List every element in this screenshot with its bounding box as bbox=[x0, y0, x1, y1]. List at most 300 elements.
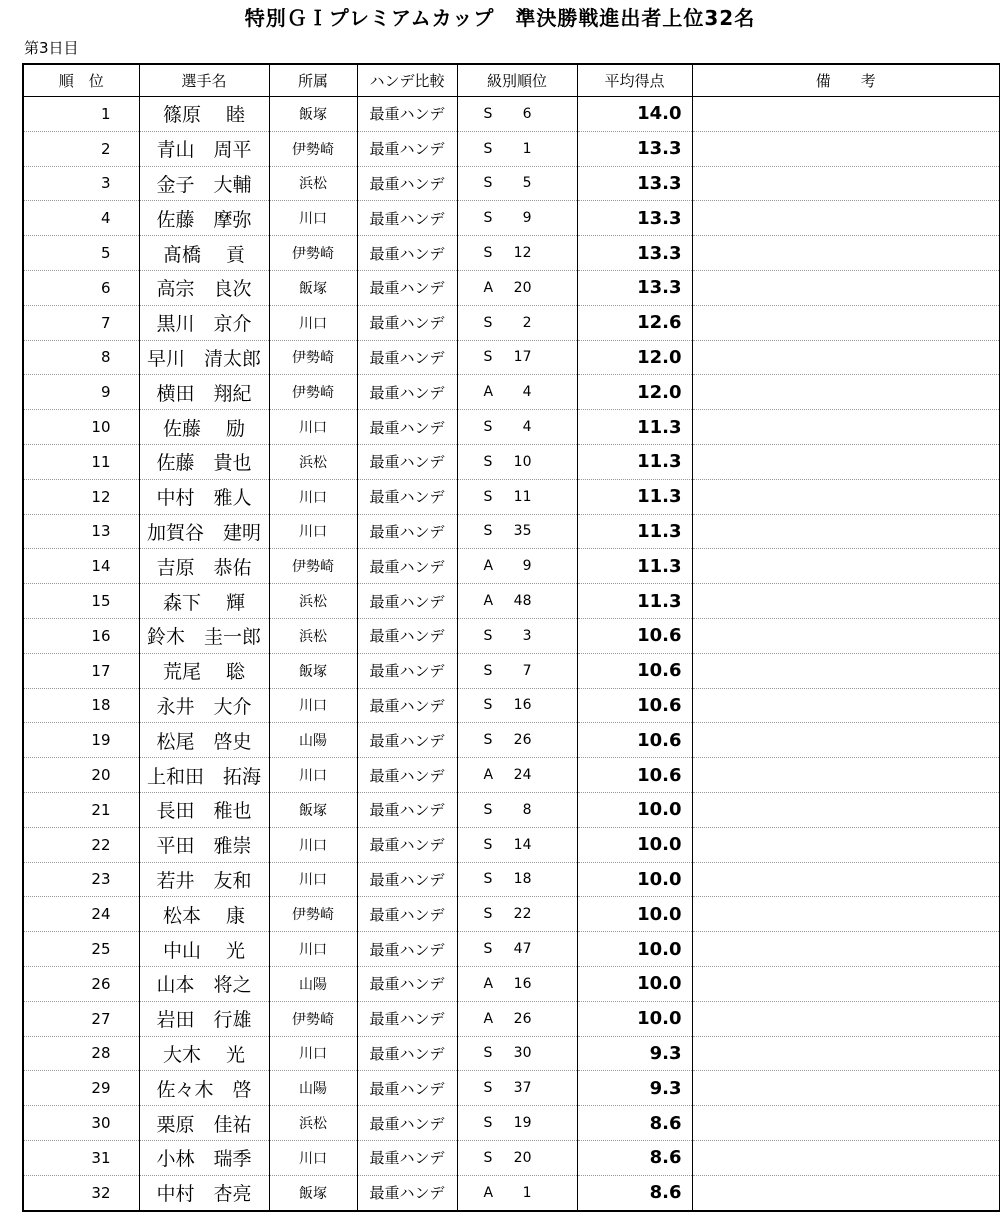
affiliation-cell: 伊勢崎 bbox=[269, 549, 357, 584]
rider-name-cell: 高宗 良次 bbox=[139, 270, 269, 305]
class-grade: S bbox=[483, 245, 493, 262]
rider-name-cell: 中村 杏亮 bbox=[139, 1175, 269, 1210]
class-grade: S bbox=[483, 210, 493, 227]
class-rank-cell bbox=[457, 758, 577, 793]
affiliation-cell: 伊勢崎 bbox=[269, 340, 357, 375]
class-rank-cell bbox=[457, 1175, 577, 1210]
average-score-cell: 10.0 bbox=[577, 827, 692, 862]
remarks-cell bbox=[692, 1001, 1000, 1036]
class-grade: S bbox=[483, 1080, 493, 1097]
rider-name-cell: 黒川 京介 bbox=[139, 305, 269, 340]
affiliation-cell: 川口 bbox=[269, 862, 357, 897]
class-rank-cell bbox=[457, 549, 577, 584]
class-rank-cell bbox=[457, 932, 577, 967]
class-number: 16 bbox=[513, 697, 532, 714]
affiliation-cell: 川口 bbox=[269, 932, 357, 967]
rider-name-cell: 佐藤 摩弥 bbox=[139, 201, 269, 236]
affiliation-cell: 川口 bbox=[269, 410, 357, 445]
handicap-cell: 最重ハンデ bbox=[357, 166, 457, 201]
rider-name-cell: 荒尾 聡 bbox=[139, 653, 269, 688]
table-row bbox=[23, 410, 1000, 445]
handicap-cell: 最重ハンデ bbox=[357, 688, 457, 723]
rank-cell: 15 bbox=[23, 584, 139, 619]
affiliation-cell: 浜松 bbox=[269, 166, 357, 201]
class-rank-cell bbox=[457, 1106, 577, 1141]
class-number: 10 bbox=[513, 453, 532, 470]
handicap-cell: 最重ハンデ bbox=[357, 131, 457, 166]
class-grade: S bbox=[483, 105, 493, 122]
class-grade: S bbox=[483, 314, 493, 331]
affiliation-cell: 川口 bbox=[269, 479, 357, 514]
average-score-cell: 11.3 bbox=[577, 444, 692, 479]
class-number: 11 bbox=[513, 488, 532, 505]
remarks-cell bbox=[692, 444, 1000, 479]
average-score-cell: 10.6 bbox=[577, 653, 692, 688]
class-grade: S bbox=[483, 732, 493, 749]
average-score-cell: 13.3 bbox=[577, 236, 692, 271]
affiliation-cell: 飯塚 bbox=[269, 1175, 357, 1210]
class-rank-cell bbox=[457, 97, 577, 132]
average-score-cell: 10.6 bbox=[577, 688, 692, 723]
remarks-cell bbox=[692, 375, 1000, 410]
rank-cell: 29 bbox=[23, 1071, 139, 1106]
rank-cell: 25 bbox=[23, 932, 139, 967]
rider-name-cell: 栗原 佳祐 bbox=[139, 1106, 269, 1141]
average-score-cell: 14.0 bbox=[577, 97, 692, 132]
rider-name-cell: 永井 大介 bbox=[139, 688, 269, 723]
class-rank-cell bbox=[457, 653, 577, 688]
table-row bbox=[23, 584, 1000, 619]
average-score-cell: 10.6 bbox=[577, 758, 692, 793]
table-row bbox=[23, 618, 1000, 653]
class-rank-cell bbox=[457, 131, 577, 166]
class-number: 5 bbox=[522, 175, 532, 192]
header-rank: 順 位 bbox=[23, 64, 139, 97]
affiliation-cell: 川口 bbox=[269, 514, 357, 549]
class-number: 35 bbox=[513, 523, 532, 540]
class-number: 9 bbox=[522, 210, 532, 227]
remarks-cell bbox=[692, 688, 1000, 723]
average-score-cell: 11.3 bbox=[577, 514, 692, 549]
table-row bbox=[23, 305, 1000, 340]
class-rank-cell bbox=[457, 444, 577, 479]
remarks-cell bbox=[692, 236, 1000, 271]
average-score-cell: 12.0 bbox=[577, 340, 692, 375]
class-number: 47 bbox=[513, 941, 532, 958]
affiliation-cell: 伊勢崎 bbox=[269, 131, 357, 166]
affiliation-cell: 伊勢崎 bbox=[269, 897, 357, 932]
header-average: 平均得点 bbox=[577, 64, 692, 97]
class-grade: A bbox=[483, 767, 494, 784]
handicap-cell: 最重ハンデ bbox=[357, 897, 457, 932]
table-row bbox=[23, 479, 1000, 514]
affiliation-cell: 浜松 bbox=[269, 618, 357, 653]
average-score-cell: 13.3 bbox=[577, 166, 692, 201]
affiliation-cell: 川口 bbox=[269, 305, 357, 340]
remarks-cell bbox=[692, 1175, 1000, 1210]
rank-cell: 14 bbox=[23, 549, 139, 584]
remarks-cell bbox=[692, 1106, 1000, 1141]
handicap-cell: 最重ハンデ bbox=[357, 966, 457, 1001]
table-row bbox=[23, 932, 1000, 967]
table-row bbox=[23, 897, 1000, 932]
rider-name-cell: 吉原 恭佑 bbox=[139, 549, 269, 584]
class-grade: S bbox=[483, 627, 493, 644]
rank-cell: 11 bbox=[23, 444, 139, 479]
class-number: 26 bbox=[513, 1010, 532, 1027]
class-grade: A bbox=[483, 558, 494, 575]
class-rank-cell bbox=[457, 723, 577, 758]
affiliation-cell: 伊勢崎 bbox=[269, 236, 357, 271]
average-score-cell: 11.3 bbox=[577, 549, 692, 584]
class-rank-cell bbox=[457, 1036, 577, 1071]
average-score-cell: 10.6 bbox=[577, 618, 692, 653]
average-score-cell: 8.6 bbox=[577, 1140, 692, 1175]
class-number: 3 bbox=[522, 627, 532, 644]
average-score-cell: 10.0 bbox=[577, 932, 692, 967]
class-grade: S bbox=[483, 488, 493, 505]
page-title: 特別ＧＩプレミアムカップ 準決勝戦進出者上位32名 bbox=[244, 6, 756, 30]
remarks-cell bbox=[692, 862, 1000, 897]
rank-cell: 22 bbox=[23, 827, 139, 862]
average-score-cell: 9.3 bbox=[577, 1036, 692, 1071]
handicap-cell: 最重ハンデ bbox=[357, 97, 457, 132]
rank-cell: 30 bbox=[23, 1106, 139, 1141]
average-score-cell: 10.0 bbox=[577, 966, 692, 1001]
class-rank-cell bbox=[457, 862, 577, 897]
remarks-cell bbox=[692, 340, 1000, 375]
handicap-cell: 最重ハンデ bbox=[357, 1140, 457, 1175]
remarks-cell bbox=[692, 792, 1000, 827]
class-rank-cell bbox=[457, 514, 577, 549]
affiliation-cell: 伊勢崎 bbox=[269, 1001, 357, 1036]
class-number: 18 bbox=[513, 871, 532, 888]
table-row bbox=[23, 758, 1000, 793]
average-score-cell: 10.6 bbox=[577, 723, 692, 758]
table-row bbox=[23, 201, 1000, 236]
class-grade: A bbox=[483, 1184, 494, 1201]
rider-name-cell: 若井 友和 bbox=[139, 862, 269, 897]
class-number: 26 bbox=[513, 732, 532, 749]
handicap-cell: 最重ハンデ bbox=[357, 1001, 457, 1036]
header-row bbox=[23, 64, 1000, 97]
rank-cell: 31 bbox=[23, 1140, 139, 1175]
remarks-cell bbox=[692, 1036, 1000, 1071]
class-grade: S bbox=[483, 1115, 493, 1131]
class-grade: S bbox=[483, 836, 493, 853]
class-number: 20 bbox=[513, 1149, 532, 1166]
average-score-cell: 13.3 bbox=[577, 270, 692, 305]
handicap-cell: 最重ハンデ bbox=[357, 375, 457, 410]
class-number: 1 bbox=[522, 140, 532, 157]
table-row bbox=[23, 827, 1000, 862]
class-number: 4 bbox=[522, 419, 532, 436]
affiliation-cell: 飯塚 bbox=[269, 97, 357, 132]
table-row bbox=[23, 375, 1000, 410]
table-row bbox=[23, 862, 1000, 897]
rider-name-cell: 金子 大輔 bbox=[139, 166, 269, 201]
average-score-cell: 10.0 bbox=[577, 1001, 692, 1036]
remarks-cell bbox=[692, 618, 1000, 653]
affiliation-cell: 山陽 bbox=[269, 966, 357, 1001]
class-number: 9 bbox=[522, 558, 532, 575]
rank-cell: 12 bbox=[23, 479, 139, 514]
class-number: 22 bbox=[513, 906, 532, 923]
rank-cell: 32 bbox=[23, 1175, 139, 1210]
remarks-cell bbox=[692, 305, 1000, 340]
average-score-cell: 12.0 bbox=[577, 375, 692, 410]
class-number: 1 bbox=[522, 1184, 532, 1201]
rank-cell: 4 bbox=[23, 201, 139, 236]
class-number: 8 bbox=[522, 801, 532, 818]
average-score-cell: 8.6 bbox=[577, 1106, 692, 1141]
class-rank-cell bbox=[457, 236, 577, 271]
remarks-cell bbox=[692, 479, 1000, 514]
average-score-cell: 13.3 bbox=[577, 201, 692, 236]
rider-name-cell: 髙橋 貢 bbox=[139, 236, 269, 271]
class-number: 20 bbox=[513, 279, 532, 296]
rider-name-cell: 中山 光 bbox=[139, 932, 269, 967]
rank-cell: 7 bbox=[23, 305, 139, 340]
affiliation-cell: 山陽 bbox=[269, 1071, 357, 1106]
rank-cell: 2 bbox=[23, 131, 139, 166]
rider-name-cell: 長田 稚也 bbox=[139, 792, 269, 827]
handicap-cell: 最重ハンデ bbox=[357, 1036, 457, 1071]
average-score-cell: 9.3 bbox=[577, 1071, 692, 1106]
remarks-cell bbox=[692, 514, 1000, 549]
rank-cell: 18 bbox=[23, 688, 139, 723]
rank-cell: 6 bbox=[23, 270, 139, 305]
affiliation-cell: 川口 bbox=[269, 827, 357, 862]
class-grade: A bbox=[483, 1010, 494, 1027]
handicap-cell: 最重ハンデ bbox=[357, 1071, 457, 1106]
rider-name-cell: 上和田 拓海 bbox=[139, 758, 269, 793]
rank-cell: 1 bbox=[23, 97, 139, 132]
class-rank-cell bbox=[457, 966, 577, 1001]
remarks-cell bbox=[692, 1140, 1000, 1175]
class-grade: A bbox=[483, 384, 494, 401]
table-row bbox=[23, 270, 1000, 305]
header-affiliation: 所属 bbox=[269, 64, 357, 97]
class-grade: S bbox=[483, 941, 493, 958]
rank-cell: 13 bbox=[23, 514, 139, 549]
rider-name-cell: 森下 輝 bbox=[139, 584, 269, 619]
rank-cell: 16 bbox=[23, 618, 139, 653]
handicap-cell: 最重ハンデ bbox=[357, 1175, 457, 1210]
remarks-cell bbox=[692, 758, 1000, 793]
remarks-cell bbox=[692, 966, 1000, 1001]
rider-name-cell: 中村 雅人 bbox=[139, 479, 269, 514]
handicap-cell: 最重ハンデ bbox=[357, 236, 457, 271]
table-row bbox=[23, 131, 1000, 166]
remarks-cell bbox=[692, 549, 1000, 584]
class-rank-cell bbox=[457, 1140, 577, 1175]
class-grade: S bbox=[483, 871, 493, 888]
remarks-cell bbox=[692, 827, 1000, 862]
average-score-cell: 11.3 bbox=[577, 410, 692, 445]
class-grade: S bbox=[483, 349, 493, 366]
handicap-cell: 最重ハンデ bbox=[357, 340, 457, 375]
rider-name-cell: 佐藤 貴也 bbox=[139, 444, 269, 479]
rider-name-cell: 早川 清太郎 bbox=[139, 340, 269, 375]
table-row bbox=[23, 653, 1000, 688]
remarks-cell bbox=[692, 270, 1000, 305]
class-rank-cell bbox=[457, 305, 577, 340]
header-class-rank: 級別順位 bbox=[457, 64, 577, 97]
class-number: 37 bbox=[513, 1080, 532, 1097]
class-rank-cell bbox=[457, 688, 577, 723]
class-grade: S bbox=[483, 801, 493, 818]
handicap-cell: 最重ハンデ bbox=[357, 932, 457, 967]
rank-cell: 26 bbox=[23, 966, 139, 1001]
rider-name-cell: 佐藤 励 bbox=[139, 410, 269, 445]
class-rank-cell bbox=[457, 618, 577, 653]
handicap-cell: 最重ハンデ bbox=[357, 862, 457, 897]
class-number: 4 bbox=[522, 384, 532, 401]
handicap-cell: 最重ハンデ bbox=[357, 723, 457, 758]
class-rank-cell bbox=[457, 375, 577, 410]
class-rank-cell bbox=[457, 584, 577, 619]
class-number: 30 bbox=[513, 1045, 532, 1062]
table-row bbox=[23, 1001, 1000, 1036]
class-rank-cell bbox=[457, 270, 577, 305]
class-grade: S bbox=[483, 1045, 493, 1062]
handicap-cell: 最重ハンデ bbox=[357, 410, 457, 445]
class-number: 6 bbox=[522, 105, 532, 122]
class-rank-cell bbox=[457, 1071, 577, 1106]
handicap-cell: 最重ハンデ bbox=[357, 514, 457, 549]
handicap-cell: 最重ハンデ bbox=[357, 618, 457, 653]
remarks-cell bbox=[692, 131, 1000, 166]
results-table bbox=[22, 63, 1000, 1212]
table-row bbox=[23, 1106, 1000, 1141]
rider-name-cell: 篠原 睦 bbox=[139, 97, 269, 132]
handicap-cell: 最重ハンデ bbox=[357, 653, 457, 688]
remarks-cell bbox=[692, 723, 1000, 758]
class-grade: S bbox=[483, 1149, 493, 1166]
remarks-cell bbox=[692, 201, 1000, 236]
class-number: 19 bbox=[513, 1115, 532, 1131]
class-number: 48 bbox=[513, 593, 532, 610]
rider-name-cell: 松尾 啓史 bbox=[139, 723, 269, 758]
rider-name-cell: 松本 康 bbox=[139, 897, 269, 932]
rank-cell: 27 bbox=[23, 1001, 139, 1036]
table-row bbox=[23, 166, 1000, 201]
average-score-cell: 10.0 bbox=[577, 897, 692, 932]
class-grade: A bbox=[483, 975, 494, 992]
table-row bbox=[23, 340, 1000, 375]
class-grade: S bbox=[483, 662, 493, 679]
rider-name-cell: 青山 周平 bbox=[139, 131, 269, 166]
table-row bbox=[23, 1175, 1000, 1210]
rank-cell: 20 bbox=[23, 758, 139, 793]
rider-name-cell: 山本 将之 bbox=[139, 966, 269, 1001]
handicap-cell: 最重ハンデ bbox=[357, 584, 457, 619]
handicap-cell: 最重ハンデ bbox=[357, 444, 457, 479]
handicap-cell: 最重ハンデ bbox=[357, 758, 457, 793]
handicap-cell: 最重ハンデ bbox=[357, 201, 457, 236]
affiliation-cell: 飯塚 bbox=[269, 653, 357, 688]
affiliation-cell: 川口 bbox=[269, 688, 357, 723]
affiliation-cell: 浜松 bbox=[269, 444, 357, 479]
remarks-cell bbox=[692, 584, 1000, 619]
table-row bbox=[23, 966, 1000, 1001]
class-rank-cell bbox=[457, 897, 577, 932]
affiliation-cell: 飯塚 bbox=[269, 270, 357, 305]
remarks-cell bbox=[692, 932, 1000, 967]
table-row bbox=[23, 688, 1000, 723]
handicap-cell: 最重ハンデ bbox=[357, 305, 457, 340]
rider-name-cell: 大木 光 bbox=[139, 1036, 269, 1071]
table-row bbox=[23, 723, 1000, 758]
remarks-cell bbox=[692, 1071, 1000, 1106]
affiliation-cell: 山陽 bbox=[269, 723, 357, 758]
class-grade: S bbox=[483, 523, 493, 540]
rider-name-cell: 岩田 行雄 bbox=[139, 1001, 269, 1036]
class-rank-cell bbox=[457, 201, 577, 236]
class-number: 12 bbox=[513, 245, 532, 262]
class-rank-cell bbox=[457, 1001, 577, 1036]
handicap-cell: 最重ハンデ bbox=[357, 1106, 457, 1141]
class-rank-cell bbox=[457, 166, 577, 201]
table-row bbox=[23, 444, 1000, 479]
class-grade: S bbox=[483, 906, 493, 923]
class-number: 16 bbox=[513, 975, 532, 992]
day-label: 第3日目 bbox=[24, 39, 79, 57]
affiliation-cell: 浜松 bbox=[269, 1106, 357, 1141]
remarks-cell bbox=[692, 410, 1000, 445]
remarks-cell bbox=[692, 653, 1000, 688]
affiliation-cell: 浜松 bbox=[269, 584, 357, 619]
rank-cell: 24 bbox=[23, 897, 139, 932]
affiliation-cell: 川口 bbox=[269, 1140, 357, 1175]
header-handicap: ハンデ比較 bbox=[357, 64, 457, 97]
affiliation-cell: 川口 bbox=[269, 758, 357, 793]
average-score-cell: 10.0 bbox=[577, 862, 692, 897]
rider-name-cell: 鈴木 圭一郎 bbox=[139, 618, 269, 653]
average-score-cell: 13.3 bbox=[577, 131, 692, 166]
rank-cell: 23 bbox=[23, 862, 139, 897]
class-grade: S bbox=[483, 175, 493, 192]
header-remarks: 備 考 bbox=[692, 64, 1000, 97]
rider-name-cell: 加賀谷 建明 bbox=[139, 514, 269, 549]
rank-cell: 10 bbox=[23, 410, 139, 445]
rank-cell: 8 bbox=[23, 340, 139, 375]
average-score-cell: 12.6 bbox=[577, 305, 692, 340]
rank-cell: 17 bbox=[23, 653, 139, 688]
class-rank-cell bbox=[457, 340, 577, 375]
handicap-cell: 最重ハンデ bbox=[357, 827, 457, 862]
average-score-cell: 11.3 bbox=[577, 584, 692, 619]
class-rank-cell bbox=[457, 827, 577, 862]
average-score-cell: 11.3 bbox=[577, 479, 692, 514]
affiliation-cell: 川口 bbox=[269, 1036, 357, 1071]
table-row bbox=[23, 236, 1000, 271]
rider-name-cell: 佐々木 啓 bbox=[139, 1071, 269, 1106]
table-row bbox=[23, 549, 1000, 584]
class-grade: S bbox=[483, 453, 493, 470]
table-row bbox=[23, 1140, 1000, 1175]
class-grade: S bbox=[483, 140, 493, 157]
rank-cell: 3 bbox=[23, 166, 139, 201]
table-row bbox=[23, 792, 1000, 827]
class-number: 14 bbox=[513, 836, 532, 853]
class-grade: A bbox=[483, 593, 494, 610]
rank-cell: 28 bbox=[23, 1036, 139, 1071]
class-number: 17 bbox=[513, 349, 532, 366]
rank-cell: 5 bbox=[23, 236, 139, 271]
rider-name-cell: 平田 雅崇 bbox=[139, 827, 269, 862]
